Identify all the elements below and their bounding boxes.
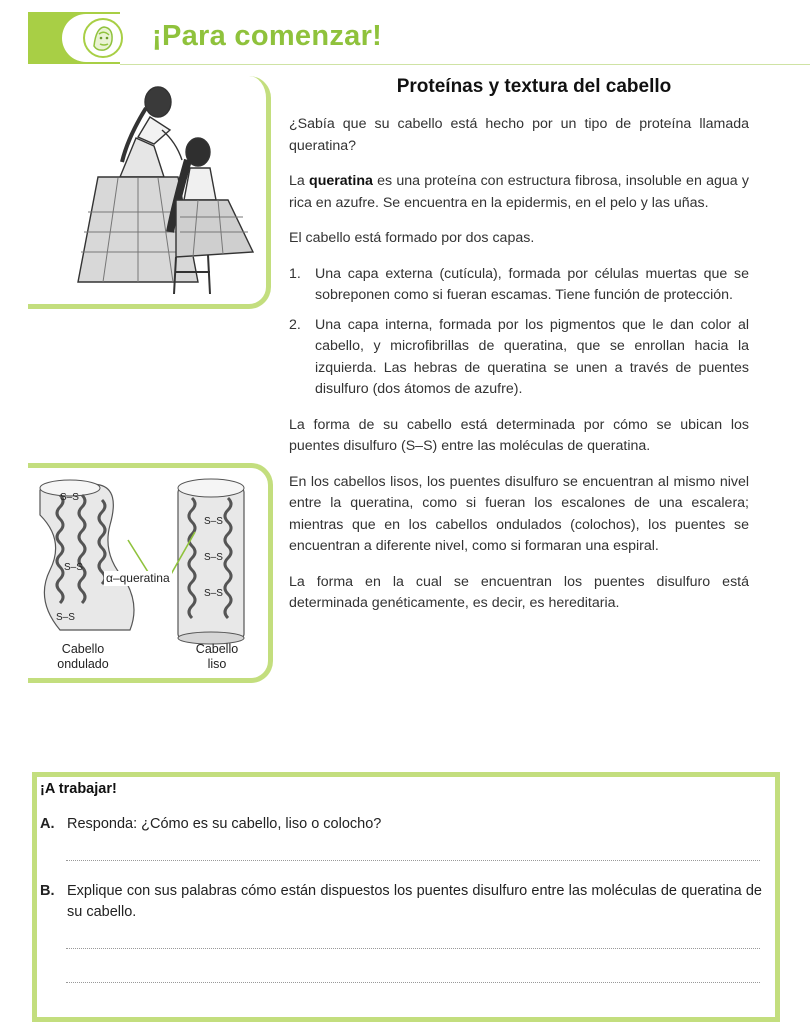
question-b	[40, 881, 762, 923]
question-text: Responda: ¿Cómo es su cabello, liso o colocho?	[67, 816, 382, 832]
paragraph-straight-vs-wavy: En los cabellos lisos, los puentes disulfuro se encuentran al mismo nivel entre la queratina, como si fueran los escalones de una escalera; mientras que en los cabellos ondulados (colochos), los puentes se encuentran a diferente nivel, como si formaran una espiral.	[289, 473, 749, 554]
hair-braiding-illustration	[58, 82, 258, 297]
worksheet-title: ¡A trabajar!	[40, 781, 117, 797]
scholar-emblem-icon	[82, 16, 124, 60]
paragraph-hereditary: La forma en la cual se encuentran los puentes disulfuro está determinada genéticamente, es decir, es hereditaria.	[289, 573, 749, 611]
wavy-hair-caption	[48, 642, 118, 672]
paragraph-keratin	[289, 171, 749, 214]
question-text: Explique con sus palabras cómo están dispuestos los puentes disulfuro entre las moléculas de queratina de su cabello.	[67, 883, 762, 920]
bond-label: S–S	[204, 552, 223, 563]
answer-line[interactable]	[66, 860, 760, 861]
paragraph-bridges: La forma de su cabello está determinada por cómo se ubican los puentes disulfuro (S–S) entre las moléculas de queratina.	[289, 416, 749, 454]
answer-line[interactable]	[66, 982, 760, 983]
article-section	[289, 76, 749, 629]
question-letter: A.	[40, 816, 55, 832]
list-item-number: 2.	[289, 316, 301, 333]
list-item-text: Una capa externa (cutícula), formada por células muertas que se sobreponen como si fueran escamas. Tiene función de protección.	[315, 265, 749, 303]
article-heading: Proteínas y textura del cabello	[396, 76, 672, 97]
straight-caption-line-2: liso	[207, 657, 227, 671]
layers-list	[289, 264, 749, 401]
list-item	[289, 315, 749, 401]
bond-label: S–S	[56, 612, 75, 623]
list-item	[289, 264, 749, 307]
straight-caption-line-1: Cabello	[195, 642, 239, 656]
wavy-caption-line-1: Cabello	[61, 642, 105, 656]
answer-line[interactable]	[66, 948, 760, 949]
title-divider	[120, 64, 810, 65]
bond-label: S–S	[60, 492, 79, 503]
question-a	[40, 814, 762, 835]
paragraph-keratin-rest: es una proteína con estructura fibrosa, insoluble en agua y rica en azufre. Se encuentra en la epidermis, en el pelo y las uñas.	[289, 173, 749, 211]
keratin-label: α–queratina	[106, 571, 170, 585]
keratin-term: queratina	[309, 173, 373, 189]
paragraph-keratin-prefix: La	[289, 173, 310, 189]
paragraph-layers: El cabello está formado por dos capas.	[289, 230, 535, 246]
bond-label: S–S	[204, 516, 223, 527]
wavy-caption-line-2: ondulado	[57, 657, 109, 671]
page-title: ¡Para comenzar!	[152, 20, 383, 52]
question-letter: B.	[40, 883, 55, 899]
straight-hair-caption	[182, 642, 252, 672]
list-item-text: Una capa interna, formada por los pigmentos que le dan color al cabello, y microfibrillas de queratina, que se enrollan hacia la izquierda. Las hebras de queratina se unen a través de puentes disulfuro (dos átomos de azufre).	[315, 316, 749, 397]
paragraph-intro: ¿Sabía que su cabello está hecho por un tipo de proteína llamada queratina?	[289, 116, 749, 154]
bond-label: S–S	[64, 562, 83, 573]
bond-label: S–S	[204, 588, 223, 599]
list-item-number: 1.	[289, 265, 301, 282]
